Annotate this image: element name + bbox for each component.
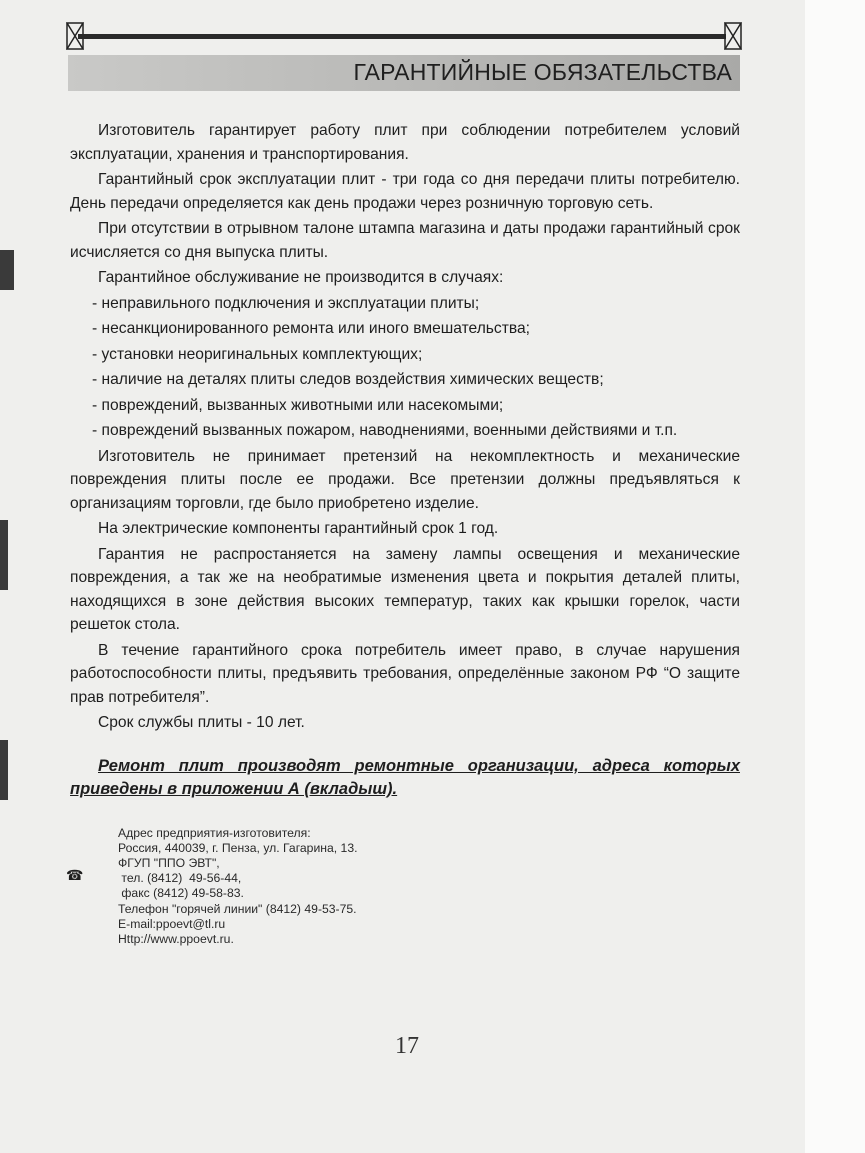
page-number: 17 [395,1033,419,1059]
address-line: Россия, 440039, г. Пенза, ул. Гагарина, 13. [118,840,358,855]
manufacturer-address [118,826,740,948]
paragraph: Гарантия не распростаняется на замену лампы освещения и механические повреждения, а так же на необратимые изменения цвета и покрытия деталей плиты, находящихся в зоне действия высоких температур, таких как крышки горелок, части решеток стола. [70,545,740,633]
address-line: Адрес предприятия-изготовителя: [118,825,311,840]
page-content [66,0,740,1100]
binding-mark [0,250,14,290]
paragraph: На электрические компоненты гарантийный срок 1 год. [98,520,499,537]
paragraph: Гарантийный срок эксплуатации плит - три года со дня передачи плиты потребителю. День передачи определяется как день продажи через розничную торговую сеть. [70,171,740,212]
paragraph: Изготовитель не принимает претензий на некомплектность и механические повреждения плиты после ее продажи. Все претензии должны предъявляться к организациям торговли, где было приобретено изделие. [70,447,740,512]
telephone-icon: ☎ [66,866,84,883]
address-line: факс (8412) 49-58-83. [118,886,244,901]
list-item: - неправильного подключения и эксплуатации плиты; [92,294,480,312]
website: Http://www.ppoevt.ru. [118,931,234,946]
binding-mark [0,520,8,590]
page-title: ГАРАНТИЙНЫЕ ОБЯЗАТЕЛЬСТВА [353,59,732,85]
manufacturer-contacts [66,825,740,948]
list-item: - установки неоригинальных комплектующих; [92,345,423,363]
list-item: - несанкционированного ремонта или иного вмешательства; [92,320,530,337]
binding-mark [0,740,8,800]
warranty-text [70,119,740,804]
repair-note: Ремонт плит производят ремонтные организации, адреса которых приведены в приложении А (вкладыш). [70,756,740,798]
list-item: - повреждений вызванных пожаром, наводнениями, военными действиями и т.п. [92,422,678,439]
address-line: тел. (8412) 49-56-44, [118,871,242,886]
list-item: - повреждений, вызванных животными или насекомыми; [92,396,504,414]
email: E-mail:ppoevt@tl.ru [118,916,226,931]
list-item: - наличие на деталях плиты следов воздействия химических веществ; [92,371,604,388]
paragraph: При отсутствии в отрывном талоне штампа магазина и даты продажи гарантийный срок исчисляется со дня выпуска плиты. [70,220,740,261]
address-line: ФГУП "ППО ЭВТ", [118,855,220,870]
address-line: Телефон "горячей линии" (8412) 49-53-75. [118,901,357,916]
paragraph: Гарантийное обслуживание не производится в случаях: [98,269,504,286]
paragraph: В течение гарантийного срока потребитель имеет право, в случае нарушения работоспособности плиты, предъявить требования, определённые законом РФ “О защите прав потребителя”. [70,641,740,706]
paragraph: Изготовитель гарантирует работу плит при соблюдении потребителем условий эксплуатации, хранения и транспортирования. [70,122,740,163]
paragraph: Срок службы плиты - 10 лет. [98,714,305,731]
